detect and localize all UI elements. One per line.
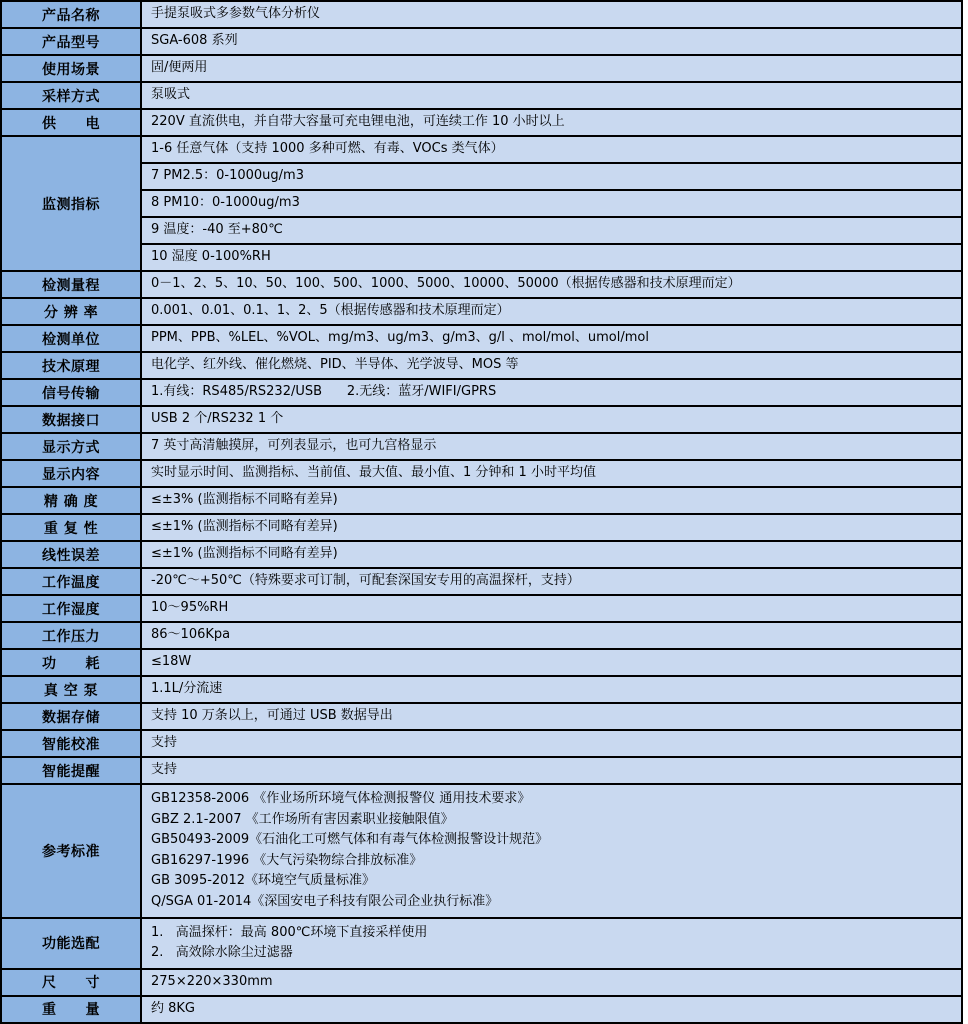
table-row <box>1 784 962 918</box>
spec-row-label: 线性误差 <box>1 541 141 568</box>
spec-row-label: 工作温度 <box>1 568 141 595</box>
table-row <box>1 969 962 996</box>
table-row <box>1 460 962 487</box>
spec-row-value: ≤±1% (监测指标不同略有差异) <box>141 541 962 568</box>
value-line: GB50493-2009《石油化工可燃气体和有毒气体检测报警设计规范》 <box>151 832 549 848</box>
spec-row-label: 监测指标 <box>1 136 141 271</box>
spec-row-label: 检测量程 <box>1 271 141 298</box>
table-row <box>1 190 962 217</box>
value-line: GB 3095-2012《环境空气质量标准》 <box>151 873 375 889</box>
spec-row-value: 1.1L/分流速 <box>141 676 962 703</box>
table-row <box>1 676 962 703</box>
spec-row-value: 实时显示时间、监测指标、当前值、最大值、最小值、1 分钟和 1 小时平均值 <box>141 460 962 487</box>
spec-row-label: 重 量 <box>1 996 141 1023</box>
spec-row-value: 8 PM10：0-1000ug/m3 <box>141 190 962 217</box>
table-row <box>1 271 962 298</box>
table-row <box>1 514 962 541</box>
spec-row-value: 1-6 任意气体（支持 1000 多种可燃、有毒、VOCs 类气体） <box>141 136 962 163</box>
value-line: Q/SGA 01-2014《深国安电子科技有限公司企业执行标准》 <box>151 893 499 909</box>
table-row <box>1 433 962 460</box>
table-row <box>1 406 962 433</box>
spec-row-label: 功能选配 <box>1 918 141 969</box>
table-row <box>1 541 962 568</box>
spec-row-label: 真 空 泵 <box>1 676 141 703</box>
spec-row-label: 智能提醒 <box>1 757 141 784</box>
table-row <box>1 136 962 163</box>
spec-row-label: 重 复 性 <box>1 514 141 541</box>
table-row <box>1 595 962 622</box>
spec-row-value: ≤18W <box>141 649 962 676</box>
table-row <box>1 568 962 595</box>
spec-row-label: 显示方式 <box>1 433 141 460</box>
spec-row-label: 使用场景 <box>1 55 141 82</box>
spec-row-label: 参考标准 <box>1 784 141 918</box>
spec-row-label: 检测单位 <box>1 325 141 352</box>
spec-row-value: 电化学、红外线、催化燃烧、PID、半导体、光学波导、MOS 等 <box>141 352 962 379</box>
spec-row-label: 分 辨 率 <box>1 298 141 325</box>
spec-row-value: SGA-608 系列 <box>141 28 962 55</box>
spec-row-label: 技术原理 <box>1 352 141 379</box>
spec-row-label: 功 耗 <box>1 649 141 676</box>
spec-row-value: 手提泵吸式多参数气体分析仪 <box>141 1 962 28</box>
value-line: GBZ 2.1-2007 《工作场所有害因素职业接触限值》 <box>151 811 454 827</box>
table-row <box>1 244 962 271</box>
table-row <box>1 28 962 55</box>
spec-row-value: 86～106Kpa <box>141 622 962 649</box>
spec-row-value: 7 PM2.5：0-1000ug/m3 <box>141 163 962 190</box>
spec-row-label: 采样方式 <box>1 82 141 109</box>
spec-row-value: ≤±1% (监测指标不同略有差异) <box>141 514 962 541</box>
table-row <box>1 55 962 82</box>
spec-row-value: 10 湿度 0-100%RH <box>141 244 962 271</box>
spec-row-value: 7 英寸高清触摸屏，可列表显示，也可九宫格显示 <box>141 433 962 460</box>
table-row <box>1 217 962 244</box>
value-line: GB12358-2006 《作业场所环境气体检测报警仪 通用技术要求》 <box>151 791 531 806</box>
table-row <box>1 379 962 406</box>
spec-row-value: USB 2 个/RS232 1 个 <box>141 406 962 433</box>
spec-row-value: 固/便两用 <box>141 55 962 82</box>
spec-row-value: 220V 直流供电，并自带大容量可充电锂电池，可连续工作 10 小时以上 <box>141 109 962 136</box>
spec-row-label: 数据接口 <box>1 406 141 433</box>
table-row <box>1 298 962 325</box>
spec-row-value: 支持 <box>141 730 962 757</box>
table-row <box>1 109 962 136</box>
table-row <box>1 918 962 969</box>
table-row <box>1 996 962 1023</box>
table-row <box>1 487 962 514</box>
spec-row-value: 约 8KG <box>141 996 962 1023</box>
spec-row-label: 精 确 度 <box>1 487 141 514</box>
spec-row-label: 产品型号 <box>1 28 141 55</box>
table-row <box>1 163 962 190</box>
spec-row-label: 尺 寸 <box>1 969 141 996</box>
value-line: GB16297-1996 《大气污染物综合排放标准》 <box>151 852 423 868</box>
table-row <box>1 325 962 352</box>
spec-row-value: 9 温度：-40 至+80℃ <box>141 217 962 244</box>
spec-row-value: 10～95%RH <box>141 595 962 622</box>
spec-row-label: 数据存储 <box>1 703 141 730</box>
spec-row-value: 0.001、0.01、0.1、1、2、5（根据传感器和技术原理而定） <box>141 298 962 325</box>
spec-row-value: 支持 10 万条以上，可通过 USB 数据导出 <box>141 703 962 730</box>
spec-row-value: 0－1、2、5、10、50、100、500、1000、5000、10000、50000（根据传感器和技术原理而定） <box>141 271 962 298</box>
spec-row-value: 支持 <box>141 757 962 784</box>
spec-row-value: ≤±3% (监测指标不同略有差异) <box>141 487 962 514</box>
spec-table-body <box>1 1 962 1023</box>
table-row <box>1 622 962 649</box>
spec-row-value <box>141 784 962 918</box>
spec-row-label: 产品名称 <box>1 1 141 28</box>
spec-row-label: 工作湿度 <box>1 595 141 622</box>
table-row <box>1 649 962 676</box>
table-row <box>1 352 962 379</box>
spec-row-value: 1.有线：RS485/RS232/USB 2.无线：蓝牙/WIFI/GPRS <box>141 379 962 406</box>
spec-row-value: PPM、PPB、%LEL、%VOL、mg/m3、ug/m3、g/m3、g/l 、mol/mol、umol/mol <box>141 325 962 352</box>
spec-row-value: -20℃～+50℃（特殊要求可订制，可配套深国安专用的高温探杆，支持） <box>141 568 962 595</box>
value-line: 1. 高温探杆：最高 800℃环境下直接采样使用 <box>151 924 428 940</box>
spec-row-label: 显示内容 <box>1 460 141 487</box>
table-row <box>1 82 962 109</box>
table-row <box>1 703 962 730</box>
spec-row-value <box>141 918 962 969</box>
table-row <box>1 757 962 784</box>
table-row <box>1 730 962 757</box>
spec-row-value: 275×220×330mm <box>141 969 962 996</box>
value-line: 2. 高效除水除尘过滤器 <box>151 945 293 961</box>
spec-row-label: 供 电 <box>1 109 141 136</box>
spec-row-label: 智能校准 <box>1 730 141 757</box>
spec-row-label: 信号传输 <box>1 379 141 406</box>
table-row <box>1 1 962 28</box>
spec-row-label: 工作压力 <box>1 622 141 649</box>
spec-row-value: 泵吸式 <box>141 82 962 109</box>
